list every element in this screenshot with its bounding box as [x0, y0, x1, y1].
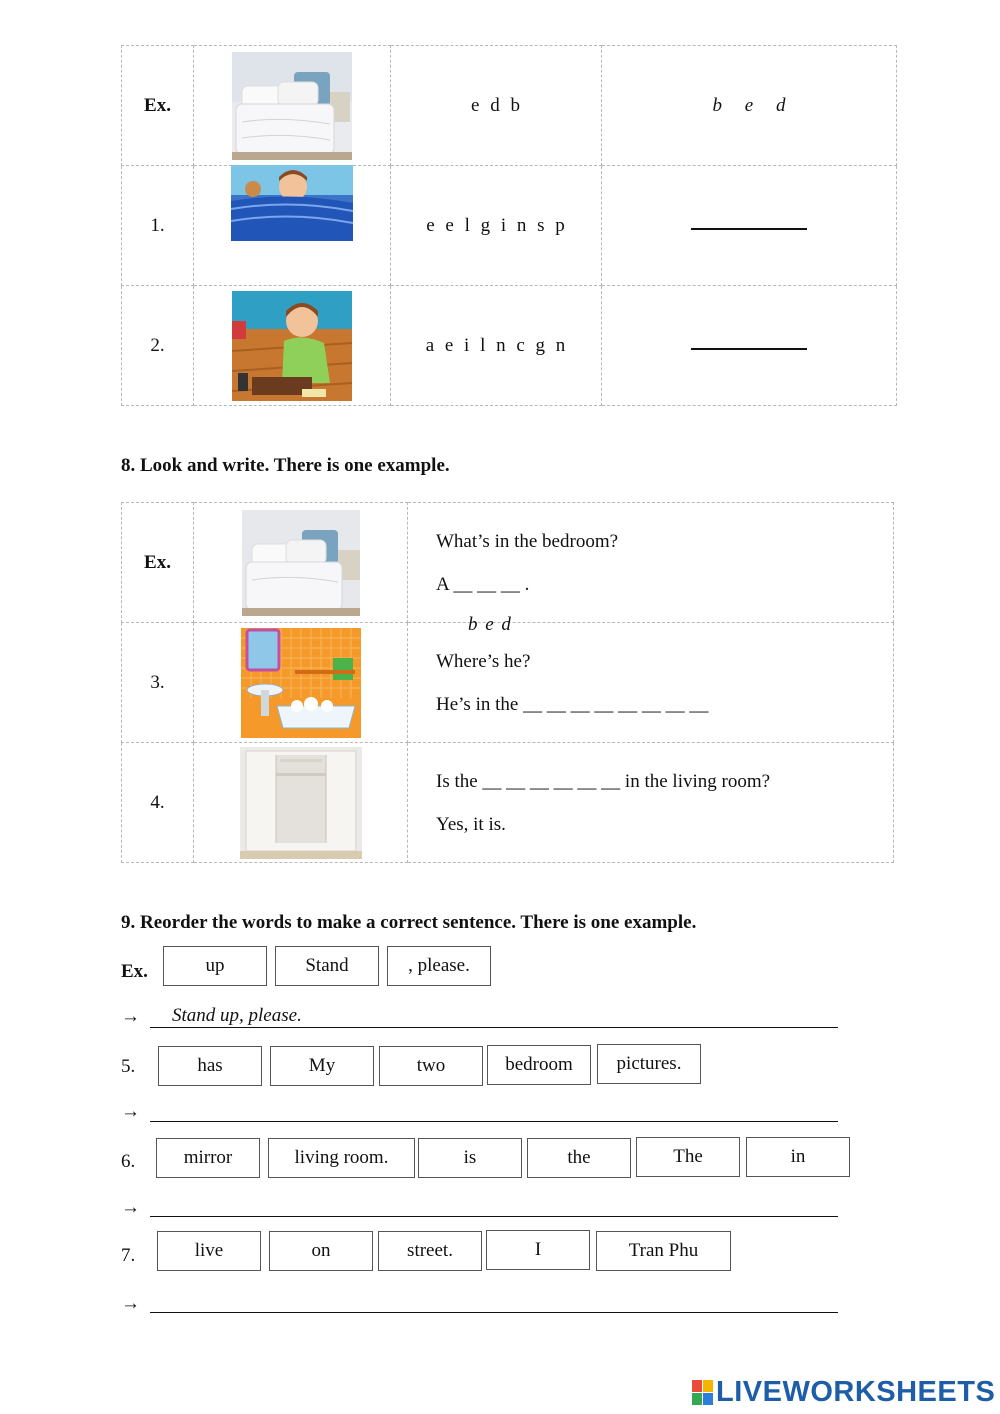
boy-cleaning-icon	[232, 291, 352, 401]
scrambled-letters: e e l g i n s p	[391, 166, 602, 286]
row-label: Ex.	[122, 46, 194, 166]
row-label: 1.	[122, 166, 194, 286]
table-row	[122, 286, 897, 406]
item-label: 7.	[121, 1245, 136, 1266]
word-box[interactable]: Tran Phu	[596, 1231, 731, 1271]
image-cell	[194, 46, 391, 166]
word-box[interactable]: street.	[378, 1231, 482, 1271]
answer-text: Yes, it is.	[436, 813, 506, 835]
word-box[interactable]: I	[486, 1230, 590, 1270]
sleeping-child-icon	[231, 165, 353, 241]
question-text: What’s in the bedroom?	[436, 530, 619, 552]
row-label: 3.	[122, 623, 194, 743]
table-row	[122, 503, 894, 623]
liveworksheets-logo	[692, 1376, 995, 1409]
scrambled-letters: a e i l n c g n	[391, 286, 602, 406]
scrambled-letters: e d b	[391, 46, 602, 166]
word-box[interactable]: mirror	[156, 1138, 260, 1178]
word-box[interactable]: the	[527, 1138, 631, 1178]
item-label: 5.	[121, 1056, 136, 1077]
image-cell	[194, 166, 391, 286]
item-label: 6.	[121, 1151, 136, 1172]
word-box[interactable]: is	[418, 1138, 522, 1178]
bed-icon	[242, 510, 360, 616]
bed-icon	[232, 52, 352, 160]
question-text[interactable]: Is the __ __ __ __ __ __ in the living room?	[436, 770, 771, 792]
bathroom-icon	[241, 628, 361, 738]
table-row	[122, 46, 897, 166]
row-label: 2.	[122, 286, 194, 406]
arrow-icon: →	[121, 1293, 140, 1314]
section-8-heading: 8. Look and write. There is one example.	[121, 455, 450, 476]
answer-cell	[602, 166, 897, 286]
word-box[interactable]: on	[269, 1231, 373, 1271]
word-box[interactable]: My	[270, 1046, 374, 1086]
section-9-heading: 9. Reorder the words to make a correct sentence. There is one example.	[121, 912, 697, 933]
image-cell	[194, 623, 408, 743]
word-box[interactable]: The	[636, 1137, 740, 1177]
example-answer: Stand up, please.	[172, 1005, 302, 1026]
answer-line	[150, 1027, 838, 1028]
image-cell	[194, 503, 408, 623]
table-row	[122, 166, 897, 286]
table-row	[122, 743, 894, 863]
row-label: 4.	[122, 743, 194, 863]
example-answer: b e d	[602, 46, 897, 166]
row-label: Ex.	[122, 503, 194, 623]
question-cell	[408, 614, 894, 743]
answer-line[interactable]	[150, 1216, 838, 1217]
image-cell	[194, 743, 408, 863]
question-cell	[408, 743, 894, 863]
example-hint: b e d	[468, 614, 511, 635]
example-label: Ex.	[121, 961, 148, 982]
word-box[interactable]: two	[379, 1046, 483, 1086]
word-box[interactable]: , please.	[387, 946, 491, 986]
word-box[interactable]: pictures.	[597, 1044, 701, 1084]
arrow-icon: →	[121, 1197, 140, 1218]
answer-text: A __ __ __ .	[436, 573, 530, 595]
answer-line[interactable]	[150, 1312, 838, 1313]
question-cell	[408, 503, 894, 623]
answer-cell	[602, 286, 897, 406]
arrow-icon: →	[121, 1006, 140, 1027]
logo-text: LIVEWORKSHEETS	[716, 1376, 996, 1408]
word-box[interactable]: has	[158, 1046, 262, 1086]
word-box[interactable]: up	[163, 946, 267, 986]
logo-blocks-icon	[692, 1380, 714, 1406]
word-box[interactable]: bedroom	[487, 1045, 591, 1085]
word-box[interactable]: in	[746, 1137, 850, 1177]
answer-blank[interactable]	[691, 226, 807, 230]
image-cell	[194, 286, 391, 406]
word-box[interactable]: Stand	[275, 946, 379, 986]
word-box[interactable]: living room.	[268, 1138, 415, 1178]
answer-blank[interactable]	[691, 346, 807, 350]
word-box[interactable]: live	[157, 1231, 261, 1271]
spelling-table	[121, 45, 897, 406]
wardrobe-icon	[240, 747, 362, 859]
table-row	[122, 623, 894, 743]
arrow-icon: →	[121, 1101, 140, 1122]
answer-line[interactable]	[150, 1121, 838, 1122]
question-text: Where’s he?	[436, 650, 531, 672]
look-and-write-table	[121, 502, 894, 863]
answer-text[interactable]: He’s in the __ __ __ __ __ __ __ __	[436, 693, 709, 715]
